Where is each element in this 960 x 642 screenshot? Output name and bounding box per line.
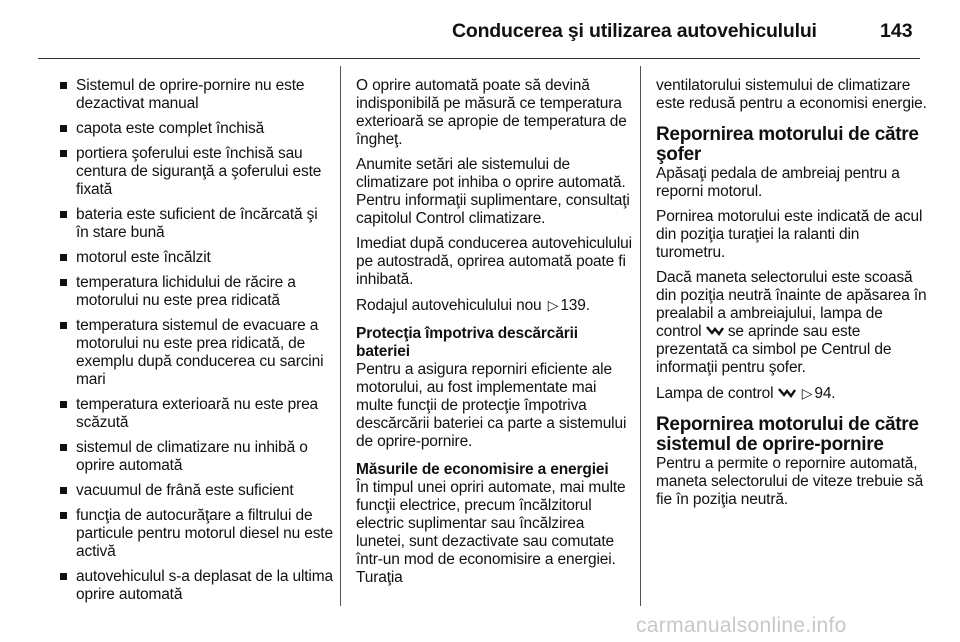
list-item: Sistemul de oprire-pornire nu este dezactivat manual: [60, 77, 334, 113]
paragraph: ventilatorului sistemului de climatizare este redusă pentru a economisi energie.: [656, 77, 927, 112]
section-heading: Măsurile de economisire a energiei: [356, 461, 609, 478]
paragraph: Anumite setări ale sistemului de climatizare pot inhiba o oprire automată. Pentru informaţii suplimentare, consultaţi capitolul Control climatizare.: [356, 156, 630, 227]
paragraph: Apăsaţi pedala de ambreiaj pentru a reporni motorul.: [656, 165, 900, 200]
list-item: vacuumul de frână este suficient: [60, 482, 334, 500]
list-item: motorul este încălzit: [60, 249, 334, 267]
paragraph: Pentru a permite o repornire automată, maneta selectorului de viteze trebuie să fie în poziţia neutră.: [656, 455, 924, 508]
paragraph: În timpul unei opriri automate, mai multe funcţii electrice, precum încălzitorul electric suplimentar sau încălzirea lunetei, sunt dezactivate sau comutate într-un mod de economisire a energiei. Turaţia: [356, 479, 626, 586]
list-item: temperatura lichidului de răcire a motorului nu este prea ridicată: [60, 274, 334, 310]
column-divider-1: [340, 66, 341, 606]
column-1: [60, 77, 334, 611]
page-header: [0, 0, 960, 60]
column-3: [656, 77, 932, 516]
section-heading: Repornirea motorului de către şofer: [656, 124, 919, 165]
page-reference[interactable]: 94.: [814, 385, 836, 402]
bullet-square-icon: [60, 444, 67, 451]
list-item: capota este complet închisă: [60, 120, 334, 138]
list-item: autovehiculul s-a deplasat de la ultima oprire automată: [60, 568, 334, 604]
paragraph-cross-reference: Rodajul autovehiculului nou ▷ 139.: [356, 297, 590, 314]
page-reference[interactable]: 139.: [560, 297, 590, 314]
list-item: temperatura exterioară nu este prea scăzută: [60, 396, 334, 432]
bullet-square-icon: [60, 487, 67, 494]
page-number: 143: [880, 20, 913, 42]
cross-reference-arrow-icon: ▷: [547, 297, 559, 313]
cross-reference-arrow-icon: ▷: [801, 385, 813, 401]
paragraph: O oprire automată poate să devină indisponibilă pe măsură ce temperatura exterioară se apropie de temperatura de îngheţ.: [356, 77, 627, 148]
section-heading: Protecţia împotriva descărcării bateriei: [356, 325, 578, 360]
autostop-lamp-icon: [778, 385, 796, 402]
paragraph: Imediat după conducerea autovehiculului pe autostradă, oprirea automată poate fi inhibată.: [356, 235, 632, 288]
paragraph-cross-reference: Lampa de control ▷ 94.: [656, 385, 836, 402]
bullet-square-icon: [60, 150, 67, 157]
bullet-square-icon: [60, 279, 67, 286]
page-title: Conducerea şi utilizarea autovehiculului: [452, 20, 817, 42]
watermark: carmanualsonline.info: [636, 614, 847, 637]
bullet-square-icon: [60, 254, 67, 261]
list-item: funcţia de autocurăţare a filtrului de particule pentru motorul diesel nu este activă: [60, 507, 334, 561]
bullet-square-icon: [60, 82, 67, 89]
bullet-square-icon: [60, 125, 67, 132]
column-divider-2: [640, 66, 641, 606]
bullet-square-icon: [60, 211, 67, 218]
paragraph: Pentru a asigura reporniri eficiente ale motorului, au fost implementate mai multe funcţii de protecţie împotriva descărcării bateriei ca parte a sistemului de oprire-pornire.: [356, 361, 627, 450]
list-item: temperatura sistemul de evacuare a motorului nu este prea ridicată, de exemplu după conducerea cu sarcini mari: [60, 317, 334, 389]
section-heading: Repornirea motorului de către sistemul de oprire-pornire: [656, 414, 919, 455]
bullet-square-icon: [60, 573, 67, 580]
paragraph: Pornirea motorului este indicată de acul din poziţia turaţiei la ralanti din turometru.: [656, 208, 923, 261]
bullet-square-icon: [60, 512, 67, 519]
list-item: bateria este suficient de încărcată şi în stare bună: [60, 206, 334, 242]
bullet-square-icon: [60, 322, 67, 329]
header-rule: [38, 58, 920, 59]
list-item: sistemul de climatizare nu inhibă o oprire automată: [60, 439, 334, 475]
autostop-lamp-icon: [706, 323, 724, 340]
column-2: [356, 77, 632, 594]
list-item: portiera şoferului este închisă sau centura de siguranţă a şoferului este fixată: [60, 145, 334, 199]
bullet-square-icon: [60, 401, 67, 408]
paragraph-control-lamp: Dacă maneta selectorului este scoasă din poziţia neutră înainte de apăsarea în prealabil a ambreiajului, lampa de control se aprinde sau este prezentată ca simbol pe Centrul de informaţii pentru şofer.: [656, 269, 927, 376]
condition-list: [60, 77, 334, 604]
